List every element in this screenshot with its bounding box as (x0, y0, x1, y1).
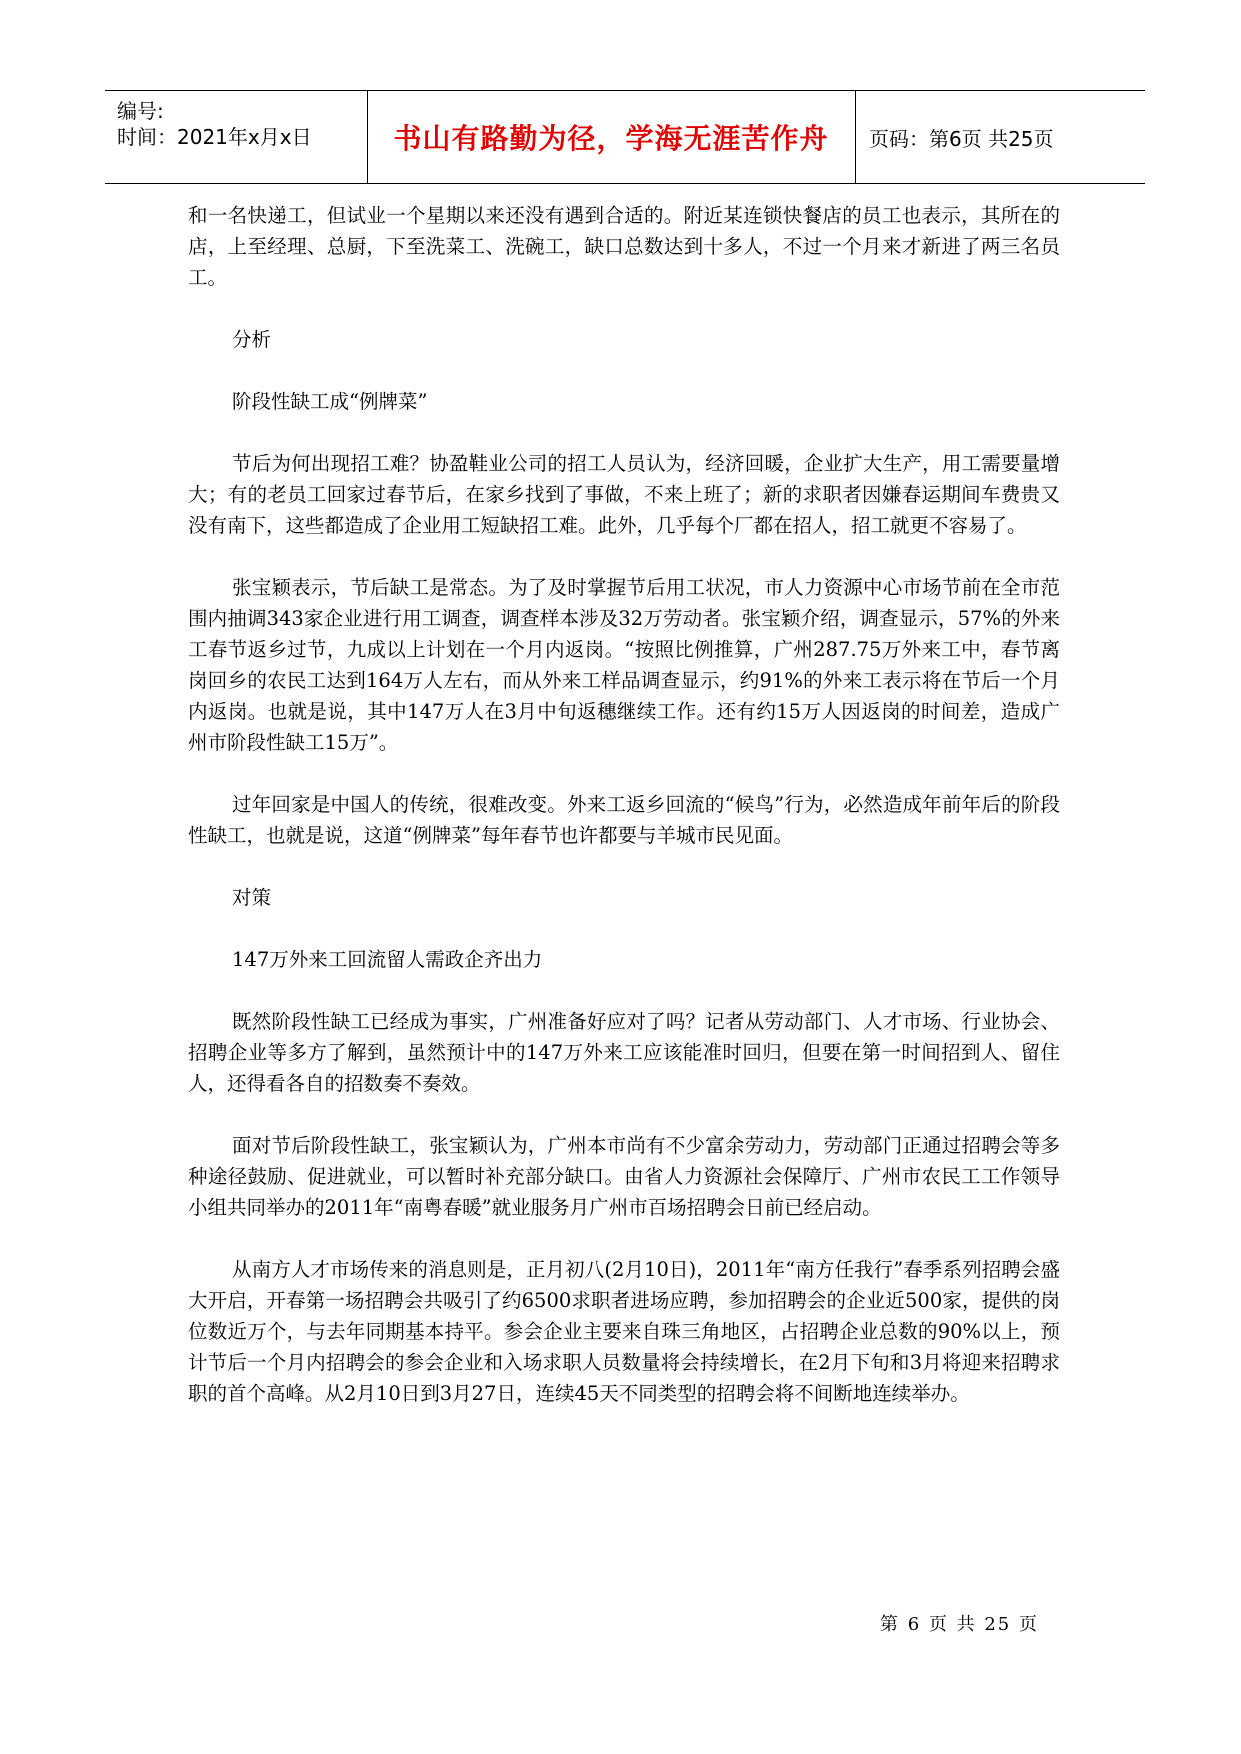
header-right-cell (855, 91, 1145, 183)
page-footer: 第 6 页 共 25 页 (880, 1614, 1039, 1635)
subsection-heading: 阶段性缺工成“例牌菜” (232, 390, 428, 413)
paragraph: 和一名快递工，但试业一个星期以来还没有遇到合适的。附近某连锁快餐店的员工也表示，其所在的店，上至经理、总厨，下至洗菜工、洗碗工，缺口总数达到十多人，不过一个月来才新进了两三名员工。 (188, 204, 1060, 289)
paragraph: 从南方人才市场传来的消息则是，正月初八(2月10日)，2011年“南方任我行”春季系列招聘会盛大开启，开春第一场招聘会共吸引了约6500求职者进场应聘，参加招聘会的企业近500家，提供的岗位数近万个，与去年同期基本持平。参会企业主要来自珠三角地区，占招聘企业总数的90%以上，预计节后一个月内招聘会的参会企业和入场求职人员数量将会持续增长，在2月下旬和3月将迎来招聘求职的首个高峰。从2月10日到3月27日，连续45天不同类型的招聘会将不间断地连续举办。 (188, 1258, 1060, 1405)
number-label: 编号: (117, 99, 164, 123)
paragraph: 过年回家是中国人的传统，很难改变。外来工返乡回流的“候鸟”行为，必然造成年前年后的阶段性缺工，也就是说，这道“例牌菜”每年春节也许都要与羊城市民见面。 (188, 793, 1060, 847)
document-body (188, 200, 1060, 1440)
paragraph: 节后为何出现招工难？协盈鞋业公司的招工人员认为，经济回暖，企业扩大生产，用工需要量增大；有的老员工回家过春节后，在家乡找到了事做，不来上班了；新的求职者因嫌春运期间车费贵又没有南下，这些都造成了企业用工短缺招工难。此外，几乎每个厂都在招人，招工就更不容易了。 (188, 452, 1060, 537)
header-left-cell (105, 91, 368, 183)
subsection-heading: 147万外来工回流留人需政企齐出力 (232, 948, 543, 971)
section-heading: 分析 (232, 328, 272, 351)
motto-text: 书山有路勤为径，学海无涯苦作舟 (393, 122, 829, 155)
header-motto-cell (367, 91, 856, 183)
section-heading: 对策 (232, 886, 272, 909)
paragraph: 既然阶段性缺工已经成为事实，广州准备好应对了吗？记者从劳动部门、人才市场、行业协会、招聘企业等多方了解到，虽然预计中的147万外来工应该能准时回归，但要在第一时间招到人、留住人，还得看各自的招数奏不奏效。 (188, 1010, 1060, 1095)
time-label: 时间：2021年x月x日 (117, 125, 312, 149)
paragraph: 面对节后阶段性缺工，张宝颖认为，广州本市尚有不少富余劳动力，劳动部门正通过招聘会等多种途径鼓励、促进就业，可以暂时补充部分缺口。由省人力资源社会保障厅、广州市农民工工作领导小组共同举办的2011年“南粤春暖”就业服务月广州市百场招聘会日前已经启动。 (188, 1134, 1060, 1219)
page-header (105, 90, 1145, 184)
page-info: 页码：第6页 共25页 (869, 126, 1054, 151)
paragraph: 张宝颖表示，节后缺工是常态。为了及时掌握节后用工状况，市人力资源中心市场节前在全市范围内抽调343家企业进行用工调查，调查样本涉及32万劳动者。张宝颖介绍，调查显示，57%的外来工春节返乡过节，九成以上计划在一个月内返岗。“按照比例推算，广州287.75万外来工中，春节离岗回乡的农民工达到164万人左右，而从外来工样品调查显示，约91%的外来工表示将在节后一个月内返岗。也就是说，其中147万人在3月中旬返穗继续工作。还有约15万人因返岗的时间差，造成广州市阶段性缺工15万”。 (188, 576, 1060, 754)
